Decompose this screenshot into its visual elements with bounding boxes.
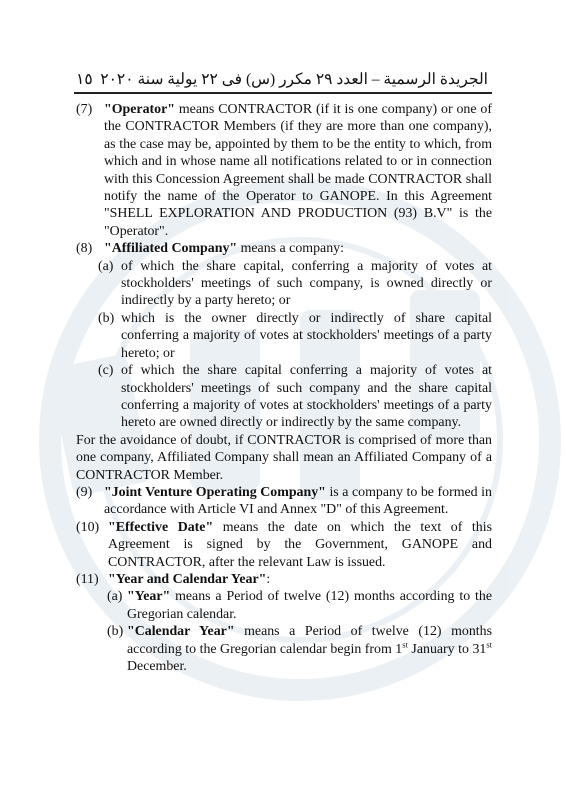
sub-number: (b) <box>107 624 124 640</box>
term-operator: "Operator" <box>104 102 175 117</box>
ordinal-suffix: st <box>402 638 408 649</box>
item-number: (7) <box>76 102 93 117</box>
item-number: (11) <box>76 571 99 587</box>
sub-text: means a Period of twelve (12) months according to the Gregorian calendar begin from 1 <box>127 624 492 657</box>
sub-text: December. <box>127 659 187 674</box>
item-number: (8) <box>76 241 93 257</box>
definition-7 <box>76 101 492 240</box>
definition-text: is a company to be formed in accordance with Article VI and Annex "D" of this Agreement. <box>104 484 492 518</box>
definition-11b <box>107 623 492 675</box>
ordinal-suffix: st <box>486 638 493 649</box>
sub-number: (c) <box>98 363 114 379</box>
definition-text: : <box>266 571 271 587</box>
sub-text: January to 31 <box>407 641 487 657</box>
gazette-title: الجريدة الرسمية – العدد ٢٩ مكرر (س) فى ٢٢ يولية سنة ٢٠٢٠ <box>100 71 488 88</box>
definition-11a <box>107 588 492 623</box>
term-effective-date: "Effective Date" <box>108 519 214 535</box>
sub-text: of which the share capital, conferring a majority of votes at stockholders' meetings of such company, is owned directly or indirectly by a party hereto; or <box>121 258 492 309</box>
page-number: ١٥ <box>76 71 93 88</box>
definition-10 <box>76 519 492 571</box>
sub-text: of which the share capital conferring a majority of votes at stockholders' meetings of such company and the share capital conferring a majority of votes at stockholders' meetings of a party hereto are owned directly or indirectly by the same company. <box>121 363 492 431</box>
term-year-calendar-year: "Year and Calendar Year" <box>108 571 267 587</box>
definition-text: means the date on which the text of this Agreement is signed by the Government, GANOPE and CONTRACTOR, after the relevant Law is issued. <box>108 519 492 570</box>
term-jvoc: "Joint Venture Operating Company" <box>104 484 326 500</box>
header-rule <box>74 92 492 94</box>
sub-text: means a Period of twelve (12) months according to the Gregorian calendar. <box>127 589 492 622</box>
sub-number: (a) <box>98 258 114 274</box>
definition-8b <box>98 310 492 362</box>
definition-9 <box>76 484 492 519</box>
definition-text: means a company: <box>237 241 344 257</box>
sub-number: (a) <box>107 589 123 605</box>
term-year: "Year" <box>127 589 171 605</box>
definition-8 <box>76 240 492 257</box>
definition-8a <box>98 258 492 310</box>
avoidance-paragraph: For the avoidance of doubt, if CONTRACTOR is comprised of more than one company, Affiliated Company shall mean an Affiliated Company of a CONTRACTOR Member. <box>76 432 492 483</box>
sub-text: which is the owner directly or indirectly of share capital conferring a majority of votes at stockholders' meetings of a party hereto; or <box>121 310 492 361</box>
definition-11 <box>76 571 492 588</box>
item-number: (10) <box>76 519 100 535</box>
term-calendar-year: "Calendar Year" <box>127 624 235 640</box>
item-number: (9) <box>76 484 93 500</box>
definition-8c <box>98 362 492 432</box>
page-header <box>76 63 488 89</box>
document-body <box>76 101 492 675</box>
sub-number: (b) <box>98 310 115 326</box>
definition-text: means CONTRACTOR (if it is one company) or one of the CONTRACTOR Members (if they are more than one company), as the case may be, appointed by them to be the entity to which, from which and in whose name all notifications related to or in connection with this Concession Agreement shall be made CONTRACTOR shall notify the name of the Operator to GANOPE. In this Agreement "SHELL EXPLORATION AND PRODUCTION (93) B.V" is the "Operator". <box>104 102 492 239</box>
term-affiliated-company: "Affiliated Company" <box>104 241 238 257</box>
